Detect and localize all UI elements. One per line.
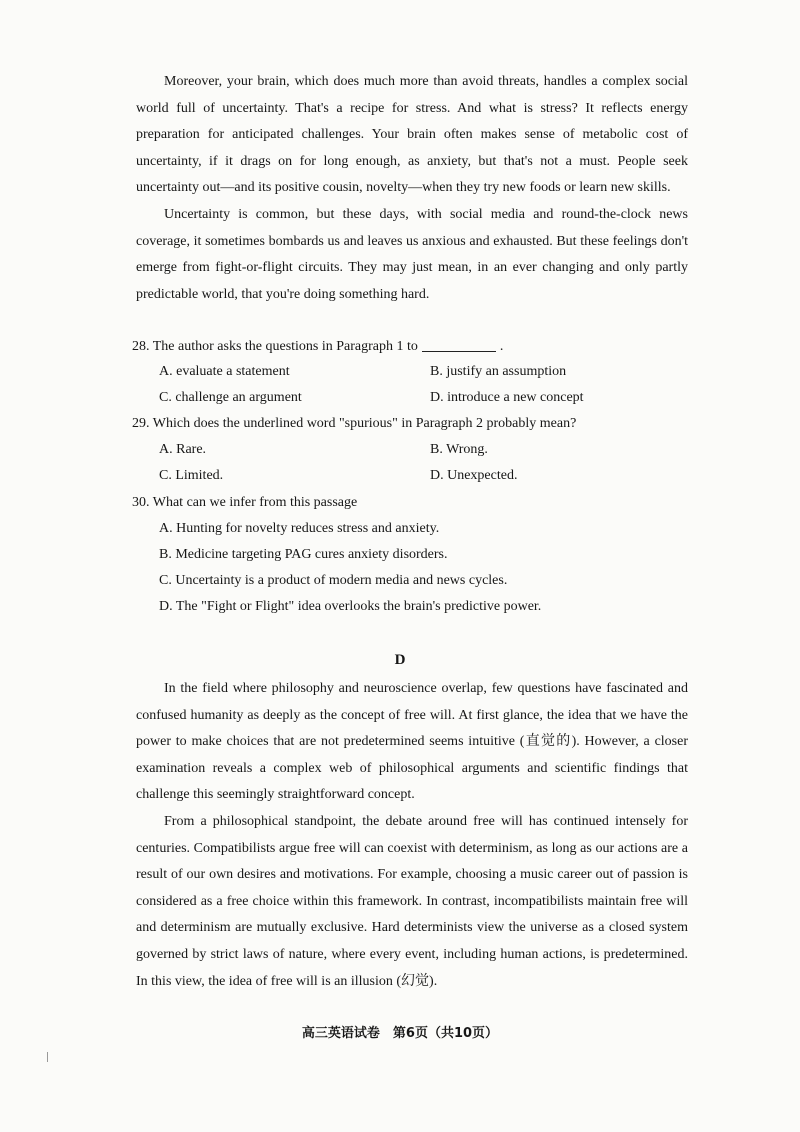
section-d-paragraph-1: In the field where philosophy and neuroscience overlap, few questions have fascinated and confused humanity as deeply as the concept of free will. At first glance, the idea that we have the power to make choices that are not predetermined seems intuitive (直觉的). However, a closer examination reveals a complex web of philosophical arguments and scientific findings that challenge this seemingly straightforward concept. [136, 681, 688, 803]
question-28 [132, 339, 503, 355]
option-29-c: C. Limited. [159, 468, 224, 483]
option-30-c: C. Uncertainty is a product of modern media and news cycles. [159, 573, 508, 588]
option-28-b: B. justify an assumption [430, 364, 567, 379]
option-29-a: A. Rare. [159, 442, 207, 457]
option-28-a: A. evaluate a statement [159, 364, 290, 379]
section-d-paragraph-2: From a philosophical standpoint, the debate around free will has continued intensely for centuries. Compatibilists argue free will can coexist with determinism, as long as our actions are a result of our own desires and motivations. For example, choosing a music career out of passion is considered as a free choice within this framework. In contrast, incompatibilists maintain free will and determinism are mutually exclusive. Hard determinists view the universe as a closed system governed by strict laws of nature, where every event, including human actions, is predetermined. In this view, the idea of free will is an illusion (幻觉). [136, 813, 688, 989]
option-30-a: A. Hunting for novelty reduces stress and anxiety. [159, 521, 440, 536]
option-30-d: D. The "Fight or Flight" idea overlooks the brain's predictive power. [159, 599, 542, 614]
binding-mark [47, 1052, 48, 1062]
section-title: D [394, 652, 406, 668]
passage-c-paragraph-2: Uncertainty is common, but these days, with social media and round-the-clock news coverage, it sometimes bombards us and leaves us anxious and exhausted. But these feelings don't emerge from fight-or-flight circuits. They may just mean, in an ever changing and only partly predictable world, that you're doing something hard. [136, 206, 688, 302]
page-footer: 高三英语试卷 第6页（共10页） [301, 1026, 499, 1041]
option-30-b: B. Medicine targeting PAG cures anxiety disorders. [159, 547, 448, 562]
option-29-b: B. Wrong. [430, 442, 488, 457]
section-d-text [136, 676, 688, 995]
question-28-stem-end: . [499, 339, 504, 354]
option-28-d: D. introduce a new concept [430, 390, 584, 405]
question-28-stem: 28. The author asks the questions in Paragraph 1 to [132, 339, 418, 354]
passage-c-text [136, 69, 688, 308]
option-29-d: D. Unexpected. [430, 468, 518, 483]
passage-c-paragraph-1: Moreover, your brain, which does much more than avoid threats, handles a complex social world full of uncertainty. That's a recipe for stress. And what is stress? It reflects energy preparation for anticipated challenges. Your brain often makes sense of metabolic cost of uncertainty, if it drags on for long enough, as anxiety, but that's not a must. People seek uncertainty out—and its positive cousin, novelty—when they try new foods or learn new skills. [136, 74, 688, 196]
question-29-stem: 29. Which does the underlined word "spurious" in Paragraph 2 probably mean? [132, 416, 577, 431]
question-30-stem: 30. What can we infer from this passage [132, 495, 358, 510]
option-28-c: C. challenge an argument [159, 390, 302, 405]
answer-blank [422, 339, 496, 352]
